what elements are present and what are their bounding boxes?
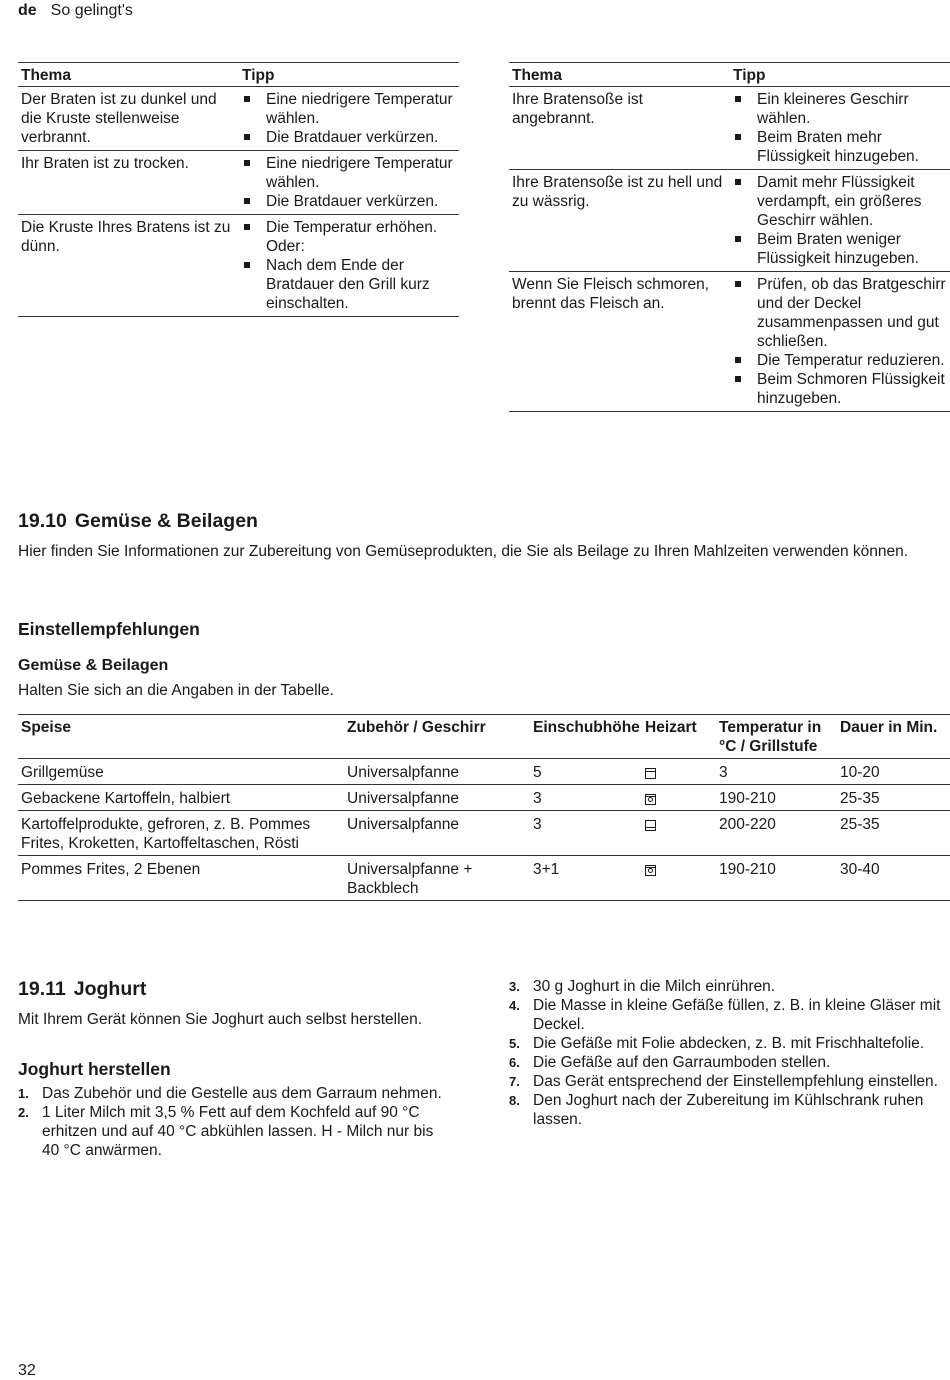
temperature-cell: 200-220 [716, 811, 837, 856]
list-item: 8. Den Joghurt nach der Zubereitung im Kühlschrank ruhen lassen. [509, 1092, 924, 1128]
duration-cell: 25-35 [837, 785, 950, 811]
list-item: 5. Die Gefäße mit Folie abdecken, z. B. mit Frischhaltefolie. [509, 1035, 925, 1052]
step-text: Den Joghurt nach der Zubereitung im Kühlschrank ruhen lassen. [533, 1092, 924, 1128]
tip-cell [239, 87, 459, 151]
table-row [18, 87, 459, 151]
list-item: 1. Das Zubehör und die Gestelle aus dem Garraum nehmen. [18, 1085, 442, 1102]
section-title: Joghurt [73, 978, 147, 1000]
level-cell: 3 [530, 785, 642, 811]
accessory-cell: Universalpfanne [344, 785, 530, 811]
table-row [18, 151, 459, 215]
list-item: 3. 30 g Joghurt in die Milch einrühren. [509, 978, 776, 995]
tip-item: Eine niedrigere Temperatur wählen. [242, 90, 456, 128]
step-text: 30 g Joghurt in die Milch einrühren. [533, 978, 776, 995]
list-item: 4. Die Masse in kleine Gefäße füllen, z. B. in kleine Gläser mit Deckel. [509, 997, 941, 1033]
tip-item: Die Temperatur erhöhen. [242, 218, 456, 237]
table-title: Gemüse & Beilagen [18, 657, 169, 674]
page-header [18, 2, 133, 20]
accessory-cell: Universalpfanne [344, 811, 530, 856]
column-header-topic: Thema [509, 63, 730, 87]
table-row [18, 215, 459, 317]
topic-cell: Ihr Braten ist zu trocken. [18, 151, 239, 215]
column-header-duration: Dauer in Min. [837, 715, 950, 759]
food-cell: Grillgemüse [18, 759, 344, 785]
subheading-settings: Einstellempfehlungen [18, 619, 200, 639]
level-cell: 3+1 [530, 856, 642, 901]
tips-table-right [509, 62, 950, 412]
table-row [509, 170, 950, 272]
column-header-topic: Thema [18, 63, 239, 87]
level-cell: 5 [530, 759, 642, 785]
heating-cell [642, 856, 716, 901]
tip-item: Nach dem Ende der Bratdauer den Grill kurz einschalten. [242, 256, 456, 313]
step-text: Das Zubehör und die Gestelle aus dem Garraum nehmen. [42, 1085, 442, 1102]
column-header-accessory: Zubehör / Geschirr [344, 715, 530, 759]
topic-cell: Ihre Bratensoße ist angebrannt. [509, 87, 730, 170]
step-text: Die Masse in kleine Gefäße füllen, z. B. in kleine Gläser mit Deckel. [533, 997, 941, 1033]
column-header-tip: Tipp [239, 63, 459, 87]
section-number: 19.11 [18, 978, 66, 1000]
hot-air-icon [645, 794, 656, 805]
food-cell: Kartoffelprodukte, gefroren, z. B. Pommes Frites, Kroketten, Kartoffeltaschen, Rösti [18, 811, 344, 856]
table-row [509, 87, 950, 170]
column-header-level: Einschubhöhe [530, 715, 642, 759]
list-item: 7. Das Gerät entsprechend der Einstellempfehlung einstellen. [509, 1073, 938, 1090]
duration-cell: 30-40 [837, 856, 950, 901]
table-row [509, 272, 950, 412]
tip-item: Oder: [266, 238, 305, 255]
language-code: de [18, 2, 37, 19]
section-heading-vegetables [18, 510, 258, 533]
tip-item: Prüfen, ob das Bratgeschirr und der Deckel zusammenpassen und gut schließen. [733, 275, 947, 351]
accessory-cell: Universalpfanne [344, 759, 530, 785]
topic-cell: Ihre Bratensoße ist zu hell und zu wässrig. [509, 170, 730, 272]
food-cell: Pommes Frites, 2 Ebenen [18, 856, 344, 901]
column-header-temperature: Temperatur in °C / Grillstufe [716, 715, 837, 759]
tip-item: Die Bratdauer verkürzen. [242, 192, 456, 211]
step-text: 1 Liter Milch mit 3,5 % Fett auf dem Kochfeld auf 90 °C erhitzen und auf 40 °C abkühlen lassen. H - Milch nur bis 40 °C anwärmen. [42, 1104, 434, 1159]
tip-item: Beim Braten mehr Flüssigkeit hinzugeben. [733, 128, 947, 166]
step-text: Die Gefäße mit Folie abdecken, z. B. mit Frischhaltefolie. [533, 1035, 925, 1052]
tip-cell [239, 151, 459, 215]
tip-item: Ein kleineres Geschirr wählen. [733, 90, 947, 128]
tip-cell [730, 272, 950, 412]
tip-item: Eine niedrigere Temperatur wählen. [242, 154, 456, 192]
topic-cell: Der Braten ist zu dunkel und die Kruste stellenweise verbrannt. [18, 87, 239, 151]
page-number: 32 [18, 1362, 36, 1379]
list-item: 6. Die Gefäße auf den Garraumboden stellen. [509, 1054, 831, 1071]
tip-item: Beim Braten weniger Flüssigkeit hinzugeben. [733, 230, 947, 268]
column-header-tip: Tipp [730, 63, 950, 87]
heating-cell [642, 785, 716, 811]
bottom-heat-icon [645, 820, 656, 831]
table-row [18, 785, 950, 811]
temperature-cell: 190-210 [716, 856, 837, 901]
topic-cell: Die Kruste Ihres Bratens ist zu dünn. [18, 215, 239, 317]
column-header-heating: Heizart [642, 715, 716, 759]
tip-cell [239, 215, 459, 317]
topic-cell: Wenn Sie Fleisch schmoren, brennt das Fleisch an. [509, 272, 730, 412]
tip-cell [730, 170, 950, 272]
steps-list-right [509, 977, 949, 1129]
duration-cell: 25-35 [837, 811, 950, 856]
settings-table [18, 714, 950, 901]
tip-item: Die Bratdauer verkürzen. [242, 128, 456, 147]
grill-icon [645, 768, 656, 779]
level-cell: 3 [530, 811, 642, 856]
column-header-food: Speise [18, 715, 344, 759]
tip-cell [730, 87, 950, 170]
list-item: 2. 1 Liter Milch mit 3,5 % Fett auf dem Kochfeld auf 90 °C erhitzen und auf 40 °C abkühlen lassen. H - Milch nur bis 40 °C anwärmen. [18, 1104, 434, 1159]
subheading-make-yogurt: Joghurt herstellen [18, 1059, 171, 1079]
temperature-cell: 190-210 [716, 785, 837, 811]
food-cell: Gebackene Kartoffeln, halbiert [18, 785, 344, 811]
step-text: Die Gefäße auf den Garraumboden stellen. [533, 1054, 831, 1071]
section-name: So gelingt's [50, 2, 133, 19]
section-number: 19.10 [18, 510, 67, 532]
steps-list-left [18, 1084, 448, 1160]
accessory-cell: Universalpfanne + Backblech [344, 856, 530, 901]
section-intro: Hier finden Sie Informationen zur Zubereitung von Gemüseprodukten, die Sie als Beilage zu Ihren Mahlzeiten verwenden können. [18, 543, 909, 560]
heating-cell [642, 811, 716, 856]
table-row [18, 759, 950, 785]
duration-cell: 10-20 [837, 759, 950, 785]
hot-air-icon [645, 865, 656, 876]
tip-item: Damit mehr Flüssigkeit verdampft, ein größeres Geschirr wählen. [733, 173, 947, 230]
section-heading-yogurt [18, 978, 146, 1001]
section-title: Gemüse & Beilagen [74, 510, 258, 532]
tip-item: Beim Schmoren Flüssigkeit hinzugeben. [733, 370, 947, 408]
table-note: Halten Sie sich an die Angaben in der Tabelle. [18, 682, 334, 699]
step-text: Das Gerät entsprechend der Einstellempfehlung einstellen. [533, 1073, 938, 1090]
heating-cell [642, 759, 716, 785]
tip-item: Die Temperatur reduzieren. [733, 351, 947, 370]
temperature-cell: 3 [716, 759, 837, 785]
table-row [18, 856, 950, 901]
table-row [18, 811, 950, 856]
section-intro: Mit Ihrem Gerät können Sie Joghurt auch selbst herstellen. [18, 1011, 423, 1028]
tips-table-left [18, 62, 459, 317]
